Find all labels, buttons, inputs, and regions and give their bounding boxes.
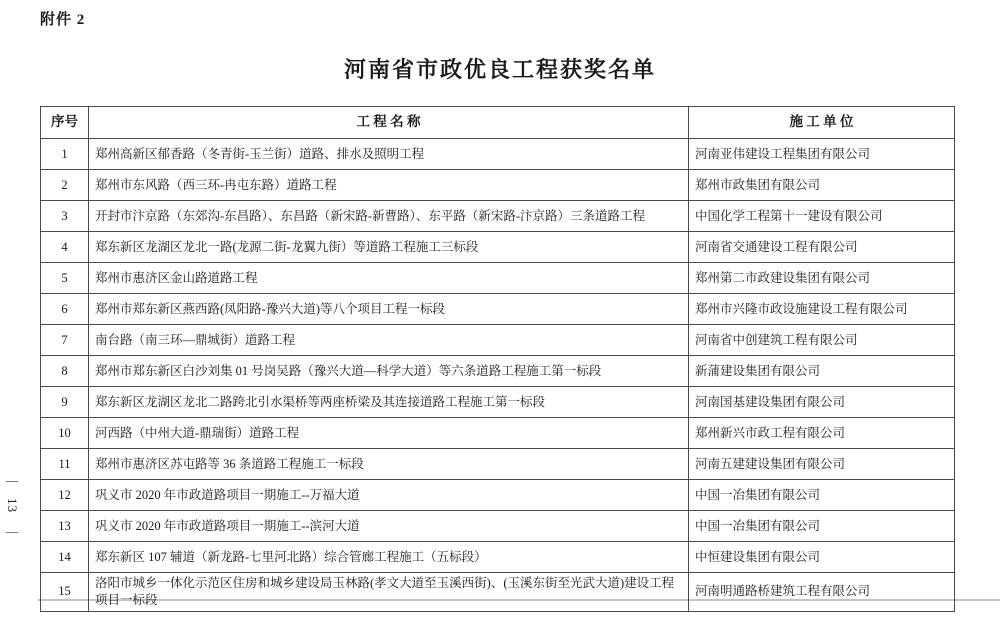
table-row [41, 542, 955, 573]
table-row [41, 201, 955, 232]
project-name-cell: 河西路（中州大道-鼎瑞街）道路工程 [89, 418, 689, 449]
page-title: 河南省市政优良工程获奖名单 [343, 57, 656, 82]
row-number-cell: 7 [41, 325, 89, 356]
table-row [41, 232, 955, 263]
company-cell: 郑州市政集团有限公司 [689, 170, 955, 201]
project-name-cell: 洛阳市城乡一体化示范区住房和城乡建设局玉林路(孝文大道至玉溪西街)、(玉溪东街至光武大道)建设工程项目一标段 [89, 573, 689, 612]
project-name-cell: 郑州市郑东新区白沙刘集 01 号岗吴路（豫兴大道—科学大道）等六条道路工程施工第一标段 [89, 356, 689, 387]
row-number-cell: 5 [41, 263, 89, 294]
project-name-cell: 郑东新区 107 辅道（新龙路-七里河北路）综合管廊工程施工（五标段） [89, 542, 689, 573]
row-number-cell: 14 [41, 542, 89, 573]
table-row [41, 418, 955, 449]
project-name-cell: 郑东新区龙湖区龙北一路(龙源二街-龙翼九街）等道路工程施工三标段 [89, 232, 689, 263]
table-row [41, 387, 955, 418]
company-cell: 河南国基建设集团有限公司 [689, 387, 955, 418]
row-number-cell: 6 [41, 294, 89, 325]
page-number [1, 474, 23, 537]
project-name-cell: 郑东新区龙湖区龙北二路跨北引水渠桥等两座桥梁及其连接道路工程施工第一标段 [89, 387, 689, 418]
row-number-cell: 1 [41, 139, 89, 170]
company-cell: 中国一冶集团有限公司 [689, 480, 955, 511]
project-name-cell: 郑州市惠济区金山路道路工程 [89, 263, 689, 294]
project-name-cell: 郑州市郑东新区燕西路(凤阳路-豫兴大道)等八个项目工程一标段 [89, 294, 689, 325]
row-number-cell: 12 [41, 480, 89, 511]
award-table [40, 106, 955, 612]
header-row [41, 107, 955, 139]
project-name-cell: 巩义市 2020 年市政道路项目一期施工--滨河大道 [89, 511, 689, 542]
row-number-cell: 11 [41, 449, 89, 480]
table-row [41, 170, 955, 201]
table-row [41, 263, 955, 294]
row-number-cell: 10 [41, 418, 89, 449]
company-cell: 郑州市兴隆市政设施建设工程有限公司 [689, 294, 955, 325]
table-row [41, 511, 955, 542]
project-name-cell: 郑州高新区郁香路（冬青街-玉兰街）道路、排水及照明工程 [89, 139, 689, 170]
page-number-dash-top: — [6, 473, 18, 487]
company-cell: 河南省交通建设工程有限公司 [689, 232, 955, 263]
company-cell: 中国一冶集团有限公司 [689, 511, 955, 542]
company-cell: 中国化学工程第十一建设有限公司 [689, 201, 955, 232]
table-header [41, 107, 955, 139]
table-row [41, 480, 955, 511]
row-number-cell: 3 [41, 201, 89, 232]
company-cell: 河南亚伟建设工程集团有限公司 [689, 139, 955, 170]
header-no: 序号 [41, 107, 89, 139]
header-project-name: 工 程 名 称 [89, 107, 689, 139]
table-row [41, 573, 955, 612]
row-number-cell: 13 [41, 511, 89, 542]
page-number-digits: 13 [4, 498, 20, 513]
table-row [41, 325, 955, 356]
company-cell: 河南明通路桥建筑工程有限公司 [689, 573, 955, 612]
project-name-cell: 郑州市惠济区苏屯路等 36 条道路工程施工一标段 [89, 449, 689, 480]
project-name-cell: 南台路（南三环—鼎城街）道路工程 [89, 325, 689, 356]
table-row [41, 294, 955, 325]
company-cell: 中恒建设集团有限公司 [689, 542, 955, 573]
table-row [41, 449, 955, 480]
project-name-cell: 开封市汴京路（东郊沟-东昌路）、东昌路（新宋路-新曹路）、东平路（新宋路-汴京路）三条道路工程 [89, 201, 689, 232]
company-cell: 郑州新兴市政工程有限公司 [689, 418, 955, 449]
row-number-cell: 8 [41, 356, 89, 387]
row-number-cell: 2 [41, 170, 89, 201]
project-name-cell: 巩义市 2020 年市政道路项目一期施工--万福大道 [89, 480, 689, 511]
project-name-cell: 郑州市东风路（西三环-冉屯东路）道路工程 [89, 170, 689, 201]
attachment-label: 附件 2 [40, 12, 86, 28]
table-body [41, 139, 955, 612]
table-row [41, 356, 955, 387]
header-construction-unit: 施 工 单 位 [689, 107, 955, 139]
company-cell: 郑州第二市政建设集团有限公司 [689, 263, 955, 294]
row-number-cell: 9 [41, 387, 89, 418]
company-cell: 新蒲建设集团有限公司 [689, 356, 955, 387]
row-number-cell: 4 [41, 232, 89, 263]
table-row [41, 139, 955, 170]
page-number-dash-bottom: — [6, 524, 18, 538]
company-cell: 河南省中创建筑工程有限公司 [689, 325, 955, 356]
row-number-cell: 15 [41, 573, 89, 612]
company-cell: 河南五建建设集团有限公司 [689, 449, 955, 480]
